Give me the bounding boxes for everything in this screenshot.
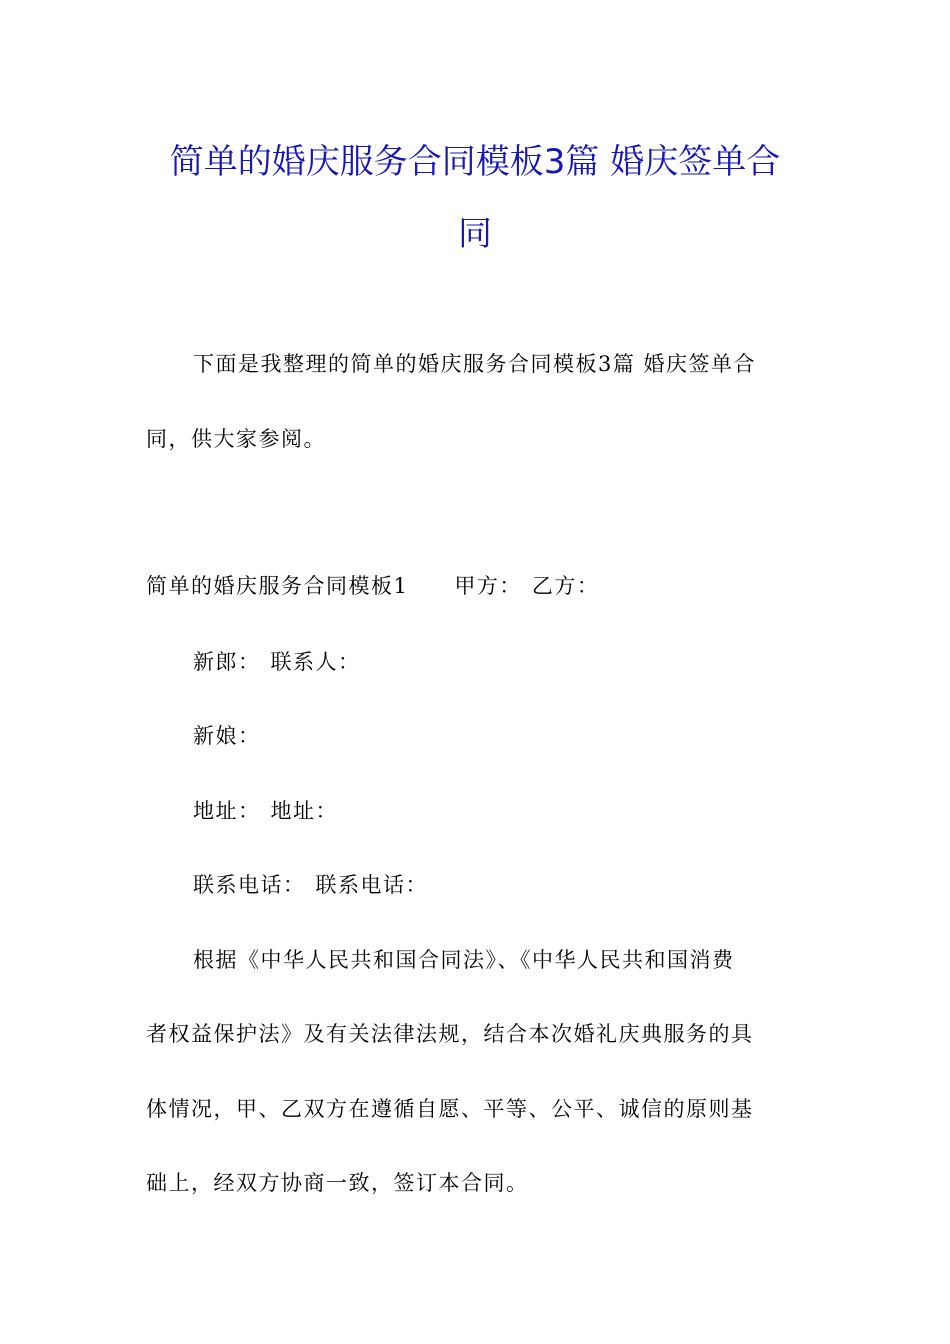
body-line-1: 根据《中华人民共和国合同法》、《中华人民共和国消费 [193,948,735,972]
intro-line-2: 同，供大家参阅。 [146,427,326,451]
section-heading: 简单的婚庆服务合同模板1 [146,574,409,598]
groom-row [193,646,361,676]
party-b-label: 乙方： [531,574,600,598]
document-title-line-1: 简单的婚庆服务合同模板3篇 婚庆签单合 [169,142,781,182]
phone-b-label: 联系电话： [315,873,428,897]
party-a-label: 甲方： [454,574,522,598]
contact-person-label: 联系人： [270,650,361,674]
document-title-line-2: 同 [458,214,492,254]
body-line-3: 体情况，甲、乙双方在遵循自愿、平等、公平、诚信的原则基 [146,1097,754,1121]
section-heading-row [146,570,599,600]
groom-label: 新郎： [193,650,261,674]
phone-a-label: 联系电话： [193,873,306,897]
address-b-label: 地址： [270,799,338,823]
bride-row [193,720,261,750]
body-line-2: 者权益保护法》及有关法律法规，结合本次婚礼庆典服务的具 [146,1022,754,1046]
intro-line-1: 下面是我整理的简单的婚庆服务合同模板3篇 婚庆签单合 [193,352,757,376]
body-line-4: 础上，经双方协商一致，签订本合同。 [146,1171,529,1195]
bride-label: 新娘： [193,724,261,748]
address-a-label: 地址： [193,799,261,823]
address-row [193,795,338,825]
phone-row [193,869,428,899]
